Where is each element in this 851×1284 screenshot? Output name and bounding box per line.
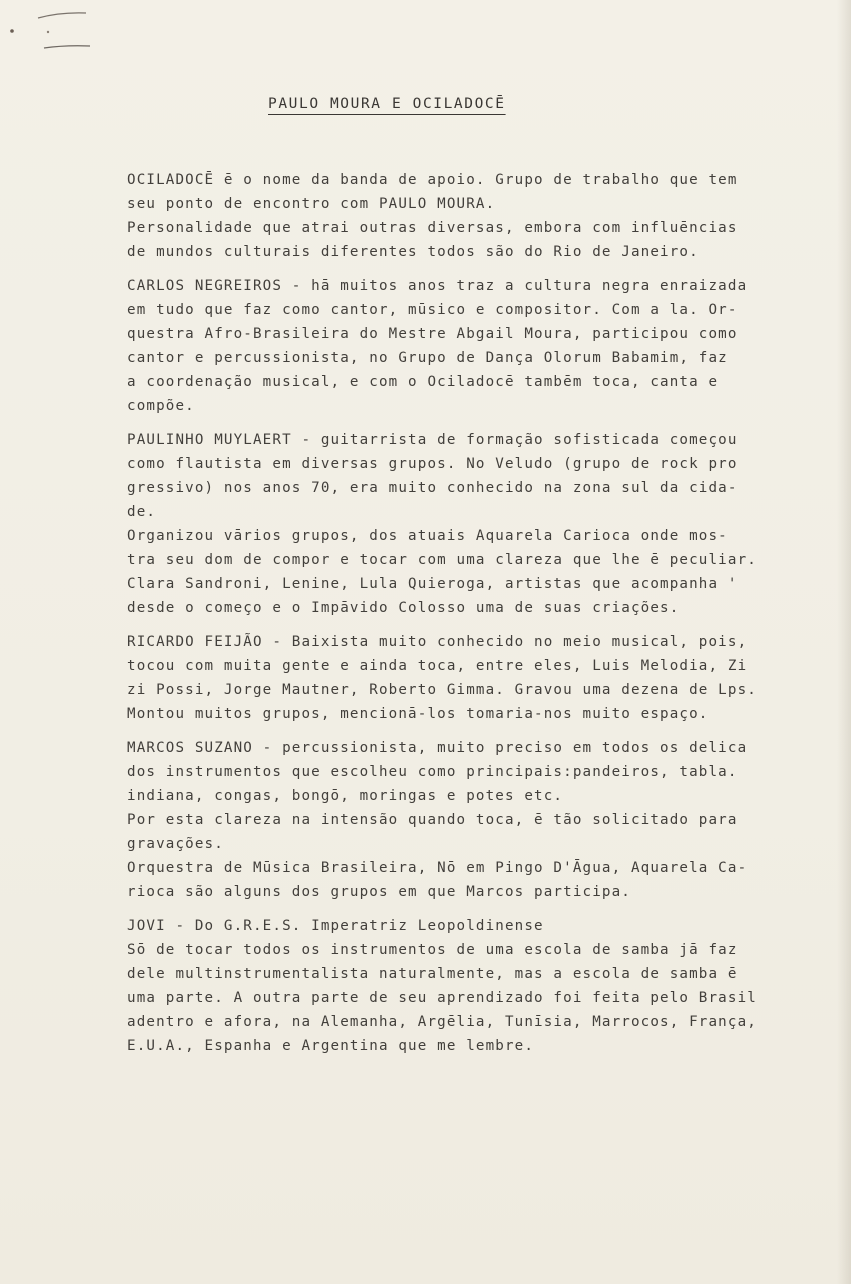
text-line: zi Possi, Jorge Mautner, Roberto Gimma. Gravou uma dezena de Lps. (127, 682, 757, 698)
text-line: questra Afro-Brasileira do Mestre Abgail Moura, participou como (127, 326, 738, 342)
paragraph-gap (127, 726, 797, 736)
text-line: tocou com muita gente e ainda toca, entre eles, Luis Melodia, Zi (127, 658, 748, 674)
paragraph-gap (127, 904, 797, 914)
text-line: PAULINHO MUYLAERT - guitarrista de formação sofisticada começou (127, 432, 738, 448)
paragraph-gap (127, 418, 797, 428)
text-line: seu ponto de encontro com PAULO MOURA. (127, 196, 496, 212)
text-line: a coordenação musical, e com o Ociladocē tambēm toca, canta e (127, 374, 719, 390)
text-line: gressivo) nos anos 70, era muito conhecido na zona sul da cida- (127, 480, 738, 496)
document-body (127, 168, 797, 1058)
text-line: dos instrumentos que escolheu como principais:pandeiros, tabla. (127, 764, 738, 780)
text-line: uma parte. A outra parte de seu aprendizado foi feita pelo Brasil (127, 990, 757, 1006)
text-line: CARLOS NEGREIROS - hā muitos anos traz a cultura negra enraizada (127, 278, 748, 294)
paragraph-gap (127, 264, 797, 274)
text-line: gravações. (127, 836, 224, 852)
paragraph (127, 168, 797, 264)
text-line: cantor e percussionista, no Grupo de Dança Olorum Babamim, faz (127, 350, 728, 366)
paragraph (127, 274, 797, 418)
text-line: tra seu dom de compor e tocar com uma clareza que lhe ē peculiar. (127, 552, 757, 568)
text-line: E.U.A., Espanha e Argentina que me lembre. (127, 1038, 535, 1054)
paragraph (127, 736, 797, 904)
text-line: dele multinstrumentalista naturalmente, mas a escola de samba ē (127, 966, 738, 982)
text-line: de mundos culturais diferentes todos são do Rio de Janeiro. (127, 244, 699, 260)
text-line: rioca são alguns dos grupos em que Marcos participa. (127, 884, 631, 900)
text-line: Personalidade que atrai outras diversas, embora com influēncias (127, 220, 738, 236)
text-line: Sō de tocar todos os instrumentos de uma escola de samba jā faz (127, 942, 738, 958)
pen-marks (0, 0, 120, 70)
text-line: Organizou vārios grupos, dos atuais Aquarela Carioca onde mos- (127, 528, 728, 544)
text-line: Por esta clareza na intensão quando toca, ē tão solicitado para (127, 812, 738, 828)
text-line: adentro e afora, na Alemanha, Argēlia, Tunīsia, Marrocos, França, (127, 1014, 757, 1030)
text-line: Clara Sandroni, Lenine, Lula Quieroga, artistas que acompanha ' (127, 576, 738, 592)
paragraph (127, 914, 797, 1058)
text-line: em tudo que faz como cantor, mūsico e compositor. Com a la. Or- (127, 302, 738, 318)
text-line: desde o começo e o Impāvido Colosso uma de suas criações. (127, 600, 680, 616)
text-line: OCILADOCĒ ē o nome da banda de apoio. Grupo de trabalho que tem (127, 172, 738, 188)
text-line: RICARDO FEIJÃO - Baixista muito conhecido no meio musical, pois, (127, 634, 748, 650)
text-line: indiana, congas, bongō, moringas e potes etc. (127, 788, 564, 804)
text-line: compõe. (127, 398, 195, 414)
paragraph (127, 630, 797, 726)
text-line: MARCOS SUZANO - percussionista, muito preciso em todos os delica (127, 740, 748, 756)
paragraph-gap (127, 620, 797, 630)
document-title: PAULO MOURA E OCILADOCĒ (268, 96, 506, 112)
text-line: como flautista em diversas grupos. No Veludo (grupo de rock pro (127, 456, 738, 472)
text-line: Orquestra de Mūsica Brasileira, Nō em Pingo D'Āgua, Aquarela Ca- (127, 860, 748, 876)
paragraph (127, 428, 797, 620)
text-line: JOVI - Do G.R.E.S. Imperatriz Leopoldinense (127, 918, 544, 934)
text-line: de. (127, 504, 157, 520)
text-line: Montou muitos grupos, mencionā-los tomaria-nos muito espaço. (127, 706, 709, 722)
